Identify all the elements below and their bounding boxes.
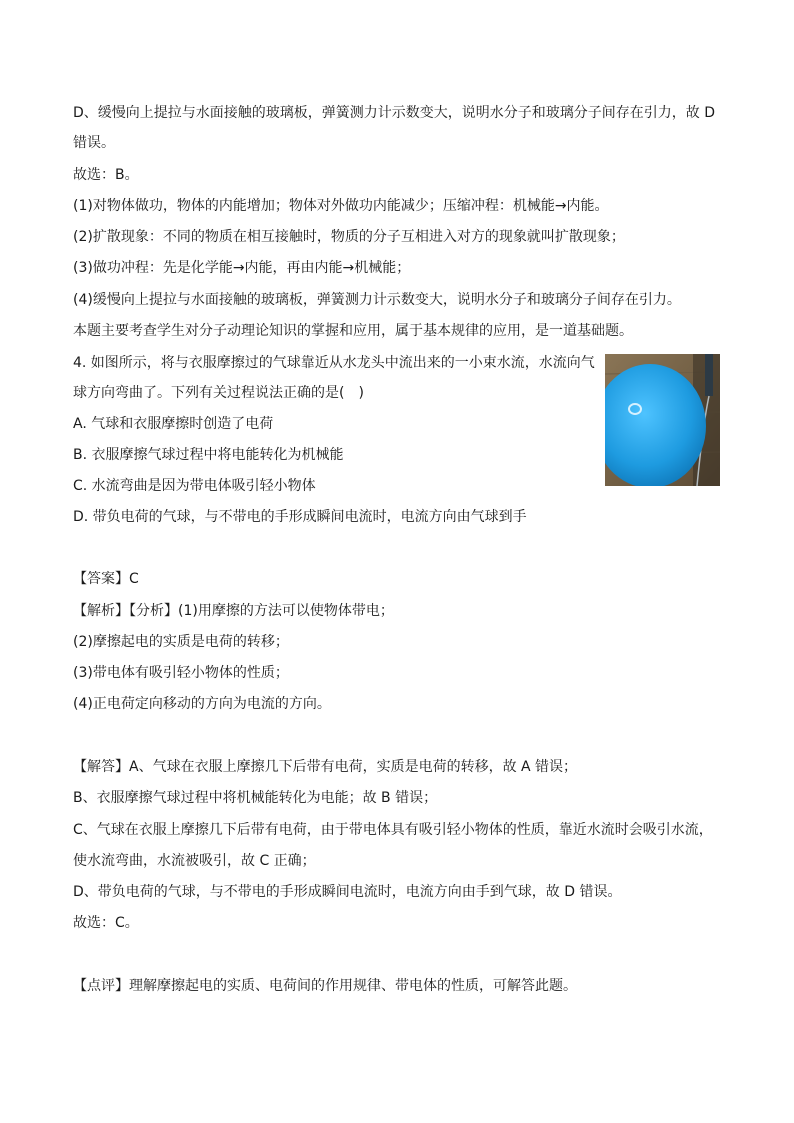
analysis-heading: 【解析】【分析】(1)用摩擦的方法可以使物体带电； <box>73 603 394 619</box>
prev-point-2: (2)扩散现象：不同的物质在相互接触时，物质的分子互相进入对方的现象就叫扩散现象； <box>73 229 625 245</box>
prev-option-d-analysis: D、缓慢向上提拉与水面接触的玻璃板，弹簧测力计示数变大，说明水分子和玻璃分子间存在引力，故 D <box>73 105 716 121</box>
prev-point-4: (4)缓慢向上提拉与水面接触的玻璃板，弹簧测力计示数变大，说明水分子和玻璃分子间存在引力。 <box>73 292 681 308</box>
prev-summary: 本题主要考查学生对分子动理论知识的掌握和应用，属于基本规律的应用，是一道基础题。 <box>73 323 633 339</box>
solution-line-1: 【解答】A、气球在衣服上摩擦几下后带有电荷，实质是电荷的转移，故 A 错误； <box>73 759 578 775</box>
analysis-point-3: (3)带电体有吸引轻小物体的性质； <box>73 665 289 681</box>
question-stem-line-1: 4. 如图所示，将与衣服摩擦过的气球靠近从水龙头中流出来的一小束水流，水流向气 <box>73 355 595 371</box>
balloon-water-stream-photo <box>605 354 720 486</box>
solution-line-4: 使水流弯曲，水流被吸引，故 C 正确； <box>73 853 316 869</box>
prev-point-3: (3)做功冲程：先是化学能→内能，再由内能→机械能； <box>73 260 411 276</box>
answer: 【答案】C <box>73 571 139 587</box>
solution-line-3: C、气球在衣服上摩擦几下后带有电荷，由于带电体具有吸引轻小物体的性质，靠近水流时会吸引水流， <box>73 822 713 838</box>
option-d: D. 带负电荷的气球，与不带电的手形成瞬间电流时，电流方向由气球到手 <box>73 509 527 525</box>
option-c: C. 水流弯曲是因为带电体吸引轻小物体 <box>73 478 316 494</box>
prev-point-1: (1)对物体做功，物体的内能增加；物体对外做功内能减少；压缩冲程：机械能→内能。 <box>73 198 609 214</box>
solution-line-2: B、衣服摩擦气球过程中将机械能转化为电能；故 B 错误； <box>73 790 438 806</box>
option-b: B. 衣服摩擦气球过程中将电能转化为机械能 <box>73 447 344 463</box>
comment: 【点评】理解摩擦起电的实质、电荷间的作用规律、带电体的性质，可解答此题。 <box>73 978 577 994</box>
prev-choose: 故选：B。 <box>73 167 139 183</box>
analysis-point-4: (4)正电荷定向移动的方向为电流的方向。 <box>73 696 331 712</box>
option-a: A. 气球和衣服摩擦时创造了电荷 <box>73 416 274 432</box>
balloon-photo-graphic <box>605 354 720 486</box>
prev-option-d-analysis-cont: 错误。 <box>73 135 115 151</box>
analysis-point-2: (2)摩擦起电的实质是电荷的转移； <box>73 634 289 650</box>
question-stem-line-2: 球方向弯曲了。下列有关过程说法正确的是( ) <box>73 385 364 401</box>
solution-line-6: 故选：C。 <box>73 915 139 931</box>
solution-line-5: D、带负电荷的气球，与不带电的手形成瞬间电流时，电流方向由手到气球，故 D 错误。 <box>73 884 622 900</box>
